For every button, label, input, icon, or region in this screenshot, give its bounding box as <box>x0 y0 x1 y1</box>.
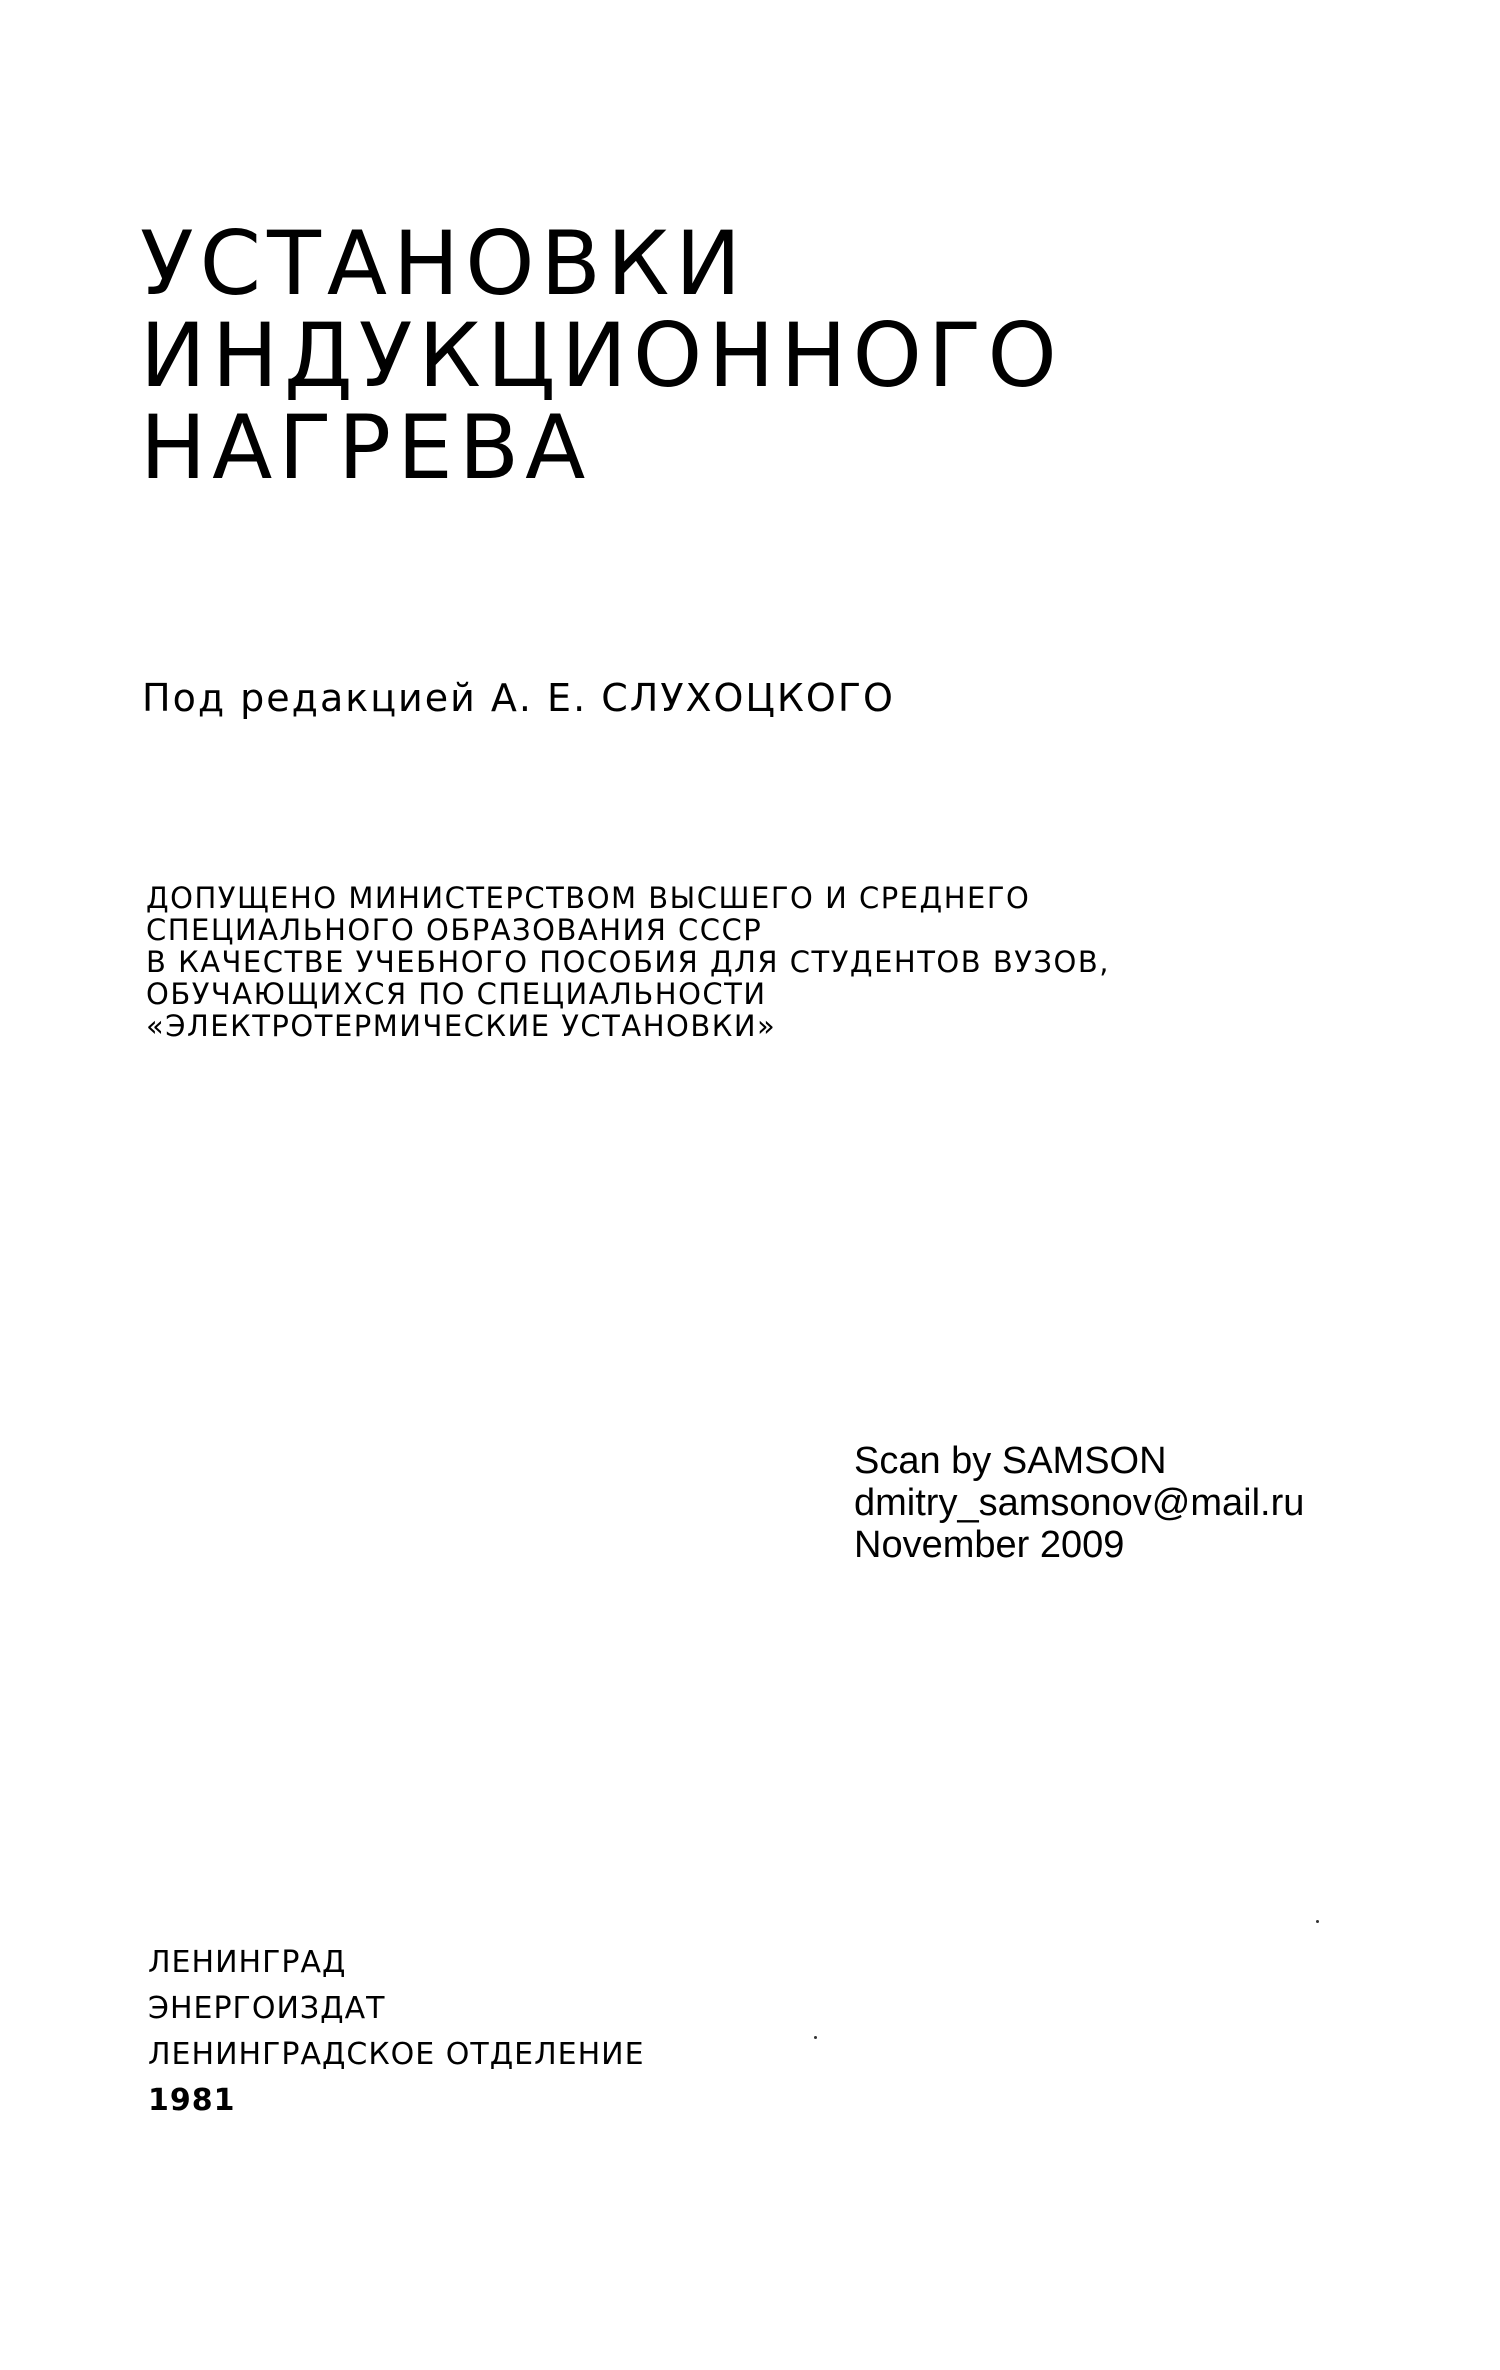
book-title-line-2: ИНДУКЦИОННОГО <box>140 304 1063 407</box>
scan-speck <box>1316 1920 1319 1923</box>
publisher-imprint <box>148 1940 645 2124</box>
book-title-line-3: НАГРЕВА <box>140 396 592 499</box>
imprint-year: 1981 <box>148 2083 236 2118</box>
imprint-branch: ЛЕНИНГРАДСКОЕ ОТДЕЛЕНИЕ <box>148 2037 645 2072</box>
imprint-publisher: ЭНЕРГОИЗДАТ <box>148 1991 386 2026</box>
approval-line-4: ОБУЧАЮЩИХСЯ ПО СПЕЦИАЛЬНОСТИ <box>146 977 767 1011</box>
scan-date-line: November 2009 <box>854 1524 1125 1566</box>
scan-credit-note <box>854 1440 1304 1566</box>
imprint-city: ЛЕНИНГРАД <box>148 1945 347 1980</box>
approval-line-2: СПЕЦИАЛЬНОГО ОБРАЗОВАНИЯ СССР <box>146 913 763 947</box>
approval-line-3: В КАЧЕСТВЕ УЧЕБНОГО ПОСОБИЯ ДЛЯ СТУДЕНТОВ ВУЗОВ, <box>146 945 1110 979</box>
scan-email-line: dmitry_samsonov@mail.ru <box>854 1482 1305 1524</box>
book-title <box>140 212 1340 499</box>
approval-line-1: ДОПУЩЕНО МИНИСТЕРСТВОМ ВЫСШЕГО И СРЕДНЕГО <box>146 881 1031 915</box>
editor-credit: Под редакцией А. Е. СЛУХОЦКОГО <box>142 676 895 720</box>
scan-speck <box>814 2036 817 2039</box>
scan-credit-line: Scan by SAMSON <box>854 1440 1167 1482</box>
ministry-approval-notice <box>146 882 1346 1042</box>
approval-line-5: «ЭЛЕКТРОТЕРМИЧЕСКИЕ УСТАНОВКИ» <box>146 1009 777 1043</box>
book-title-line-1: УСТАНОВКИ <box>140 212 748 315</box>
